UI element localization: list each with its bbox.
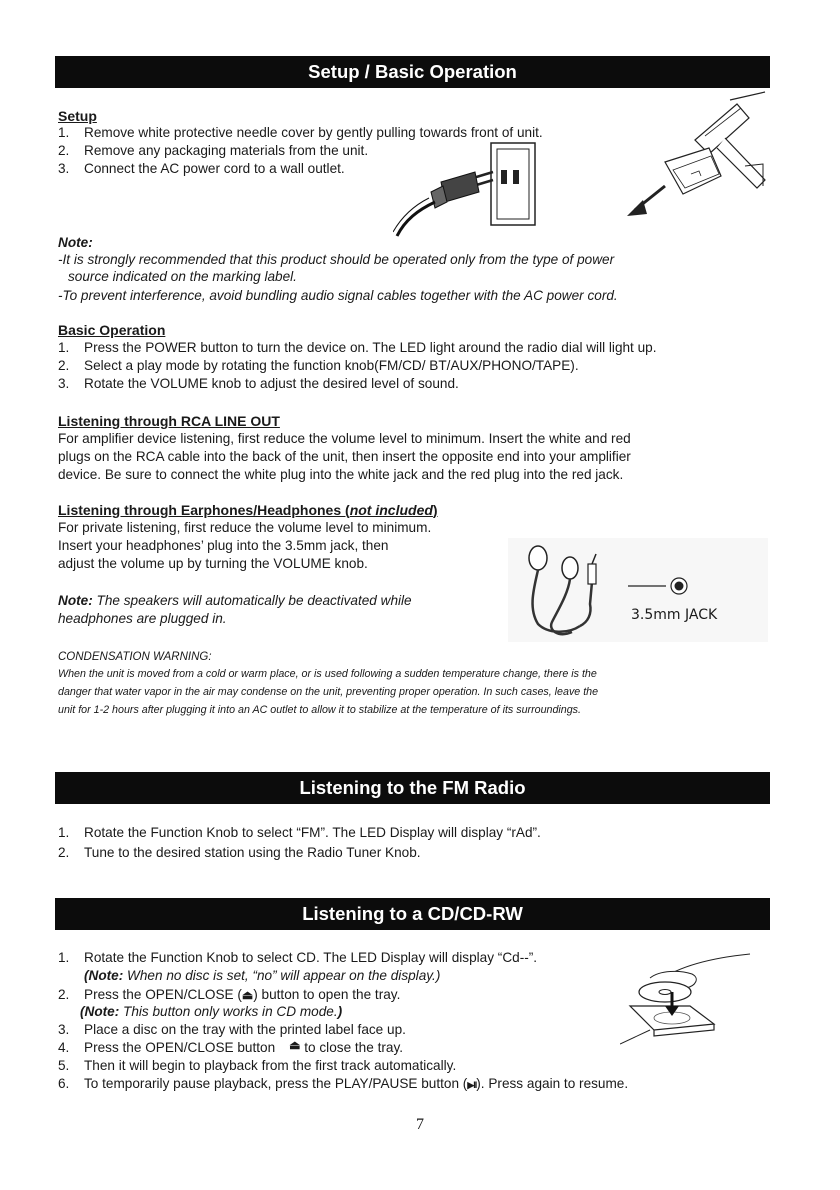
list-item: Then it will begin to playback from the first track automatically. [84,1058,457,1073]
list-number: 4. [58,1040,70,1055]
heading-text: ) [432,502,438,518]
list-number: 6. [58,1076,70,1091]
list-number: 2. [58,987,70,1002]
section-banner-cd: Listening to a CD/CD-RW [55,898,770,930]
rca-line: device. Be sure to connect the white plug into the white jack and the red plug into the red jack. [58,467,624,482]
list-item: Connect the AC power cord to a wall outlet. [84,161,345,176]
list-number: 1. [58,340,70,355]
list-number: 2. [58,845,70,860]
note-text: The speakers will automatically be deactivated while [92,593,412,608]
condensation-line: unit for 1-2 hours after plugging it into an AC outlet to allow it to stabilize at the temperature of its surroundings. [58,704,581,716]
eject-icon: ⏏ [289,1038,301,1052]
headphones-line: For private listening, first reduce the volume level to minimum. [58,520,432,535]
list-item: Press the POWER button to turn the device on. The LED light around the radio dial will light up. [84,340,657,355]
needle-cover-illustration [625,90,775,225]
list-item [84,1076,628,1091]
basic-operation-heading: Basic Operation [58,322,166,338]
headphones-note-line: headphones are plugged in. [58,611,227,626]
list-number: 1. [58,825,70,840]
list-item-note [84,968,440,983]
item-text: ). Press again to resume. [476,1076,629,1091]
note-text: When no disc is set, “no” will appear on the display.) [123,968,441,983]
section-banner-fm: Listening to the FM Radio [55,772,770,804]
item-text: ) button to open the tray. [253,987,401,1002]
note-label: (Note: [80,1004,120,1019]
rca-line: For amplifier device listening, first reduce the volume level to minimum. Insert the white and red [58,431,631,446]
item-text: Press the OPEN/CLOSE button [84,1040,276,1055]
list-number: 3. [58,161,70,176]
list-number: 3. [58,1022,70,1037]
heading-text: Listening through Earphones/Headphones ( [58,502,350,518]
list-item: Remove any packaging materials from the unit. [84,143,369,158]
list-number: 1. [58,950,70,965]
rca-heading: Listening through RCA LINE OUT [58,413,280,429]
list-item: Select a play mode by rotating the function knob(FM/CD/ BT/AUX/PHONO/TAPE). [84,358,579,373]
item-text: To temporarily pause playback, press the PLAY/PAUSE button ( [84,1076,468,1091]
condensation-line: When the unit is moved from a cold or warm place, or is used following a sudden temperature change, there is the [58,668,597,680]
earphones-jack-illustration [508,538,768,642]
note-label: Note: [58,593,93,608]
item-text: Press the OPEN/CLOSE ( [84,987,242,1002]
note-label: (Note: [84,968,124,983]
note-line: -It is strongly recommended that this product should be operated only from the type of power [58,252,615,267]
play-pause-icon: ▶II [467,1080,477,1090]
eject-icon: ⏏ [241,988,254,1002]
earphones-icon [508,538,768,642]
list-number: 5. [58,1058,70,1073]
note-text: This button only works in CD mode. [119,1004,338,1019]
condensation-line: danger that water vapor in the air may condense on the unit, preventing proper operation. In such cases, leave the [58,686,599,698]
heading-italic-text: not included [349,502,433,518]
list-item: Place a disc on the tray with the printed label face up. [84,1022,406,1037]
list-item: Remove white protective needle cover by gently pulling towards front of unit. [84,125,543,140]
list-number: 3. [58,376,70,391]
headphones-line: adjust the volume up by turning the VOLUME knob. [58,556,368,571]
condensation-title: CONDENSATION WARNING: [58,651,212,663]
headphones-heading [58,502,438,518]
note-text: ) [337,1004,343,1019]
list-number: 2. [58,358,70,373]
list-item: Rotate the VOLUME knob to adjust the desired level of sound. [84,376,459,391]
list-item: Tune to the desired station using the Radio Tuner Knob. [84,845,421,860]
page-number: 7 [416,1116,424,1133]
list-item-note [80,1004,342,1019]
note-line: -To prevent interference, avoid bundling audio signal cables together with the AC power cord. [58,288,618,303]
section-banner-setup: Setup / Basic Operation [55,56,770,88]
list-item [84,987,400,1002]
headphones-line: Insert your headphones’ plug into the 3.5mm jack, then [58,538,389,553]
item-text: to close the tray. [300,1040,404,1055]
list-item: Rotate the Function Knob to select “FM”. The LED Display will display “rAd”. [84,825,541,840]
jack-label: 3.5mm JACK [631,607,718,623]
note-label: Note: [58,235,93,250]
headphones-note [58,592,412,609]
list-number: 1. [58,125,70,140]
list-number: 2. [58,143,70,158]
wall-outlet-plug-illustration [393,140,543,240]
list-item [84,1040,403,1055]
list-item: Rotate the Function Knob to select CD. The LED Display will display “Cd--”. [84,950,538,965]
setup-heading: Setup [58,108,97,124]
rca-line: plugs on the RCA cable into the back of the unit, then insert the opposite end into your amplifier [58,449,631,464]
note-line: source indicated on the marking label. [68,269,297,284]
disc-tray-illustration [620,948,760,1048]
